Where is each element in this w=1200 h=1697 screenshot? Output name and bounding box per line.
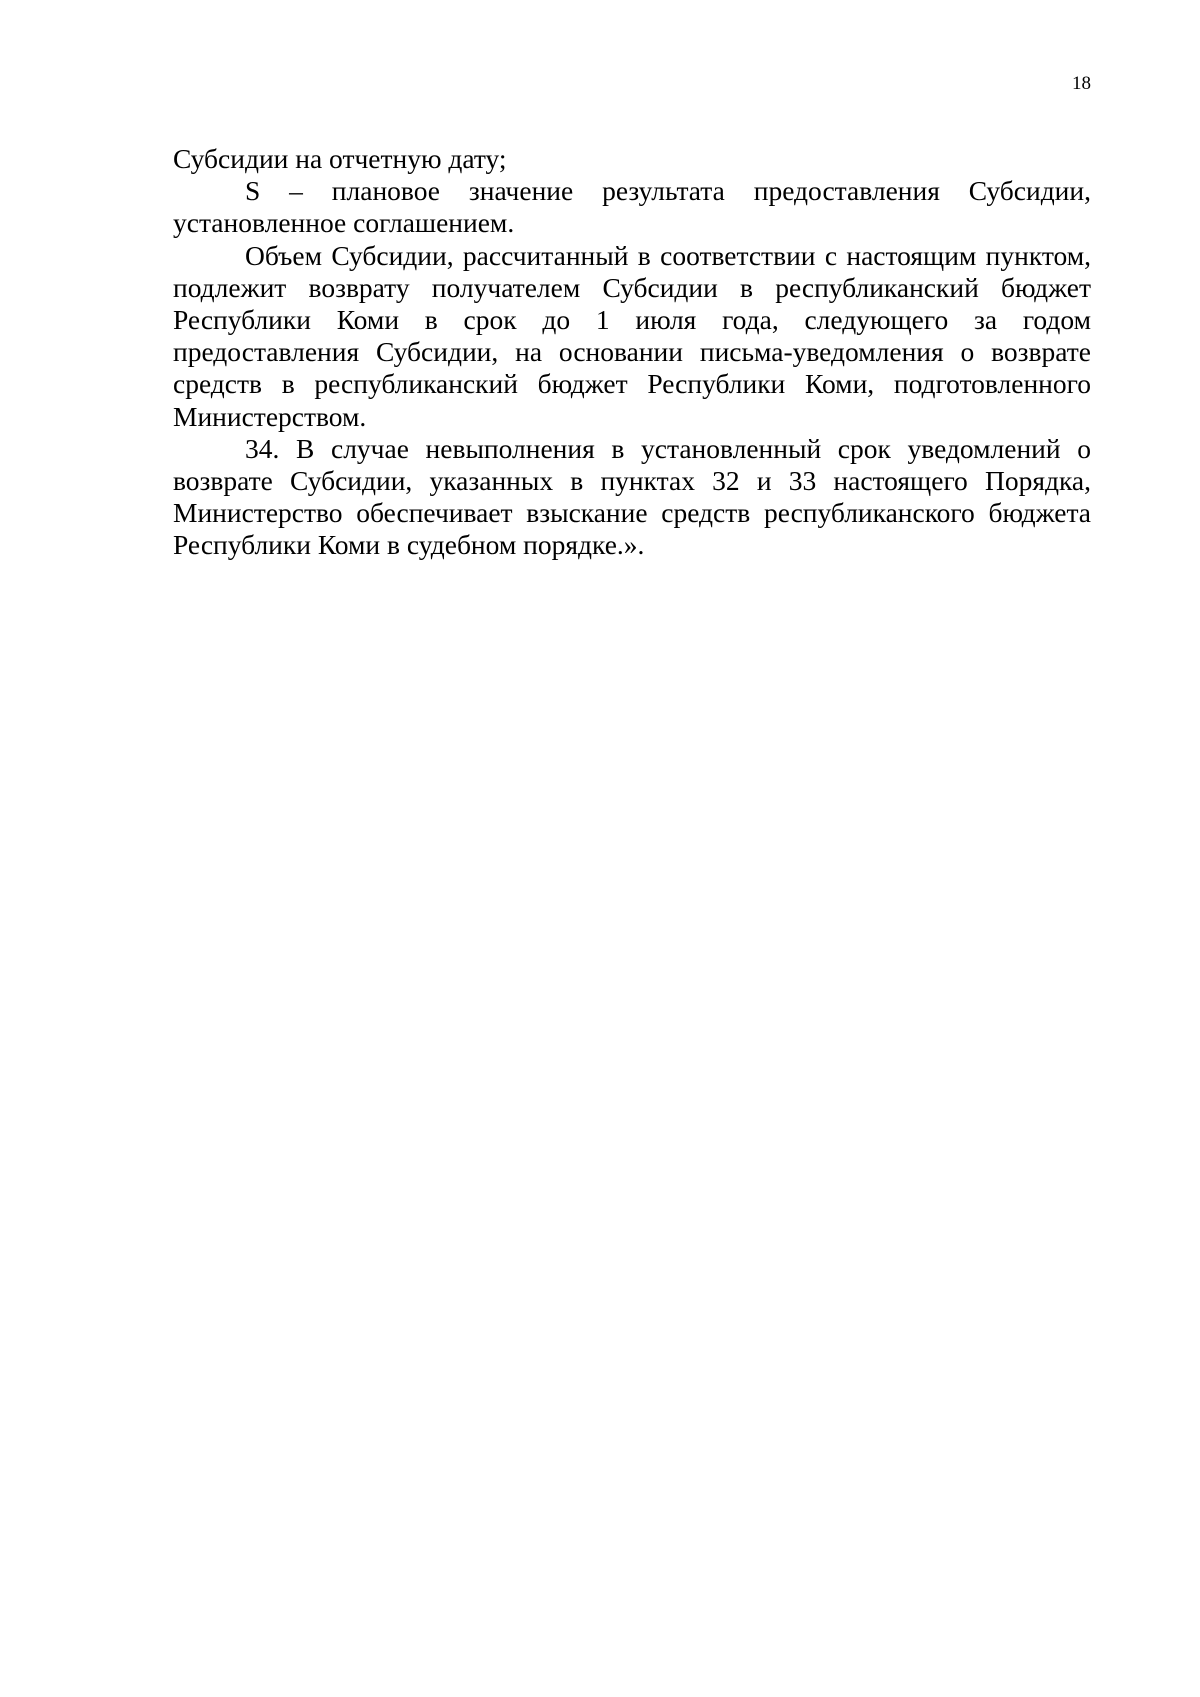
paragraph-clause-34: 34. В случае невыполнения в установленный срок уведомлений о возврате Субсидии, указанных в пунктах 32 и 33 настоящего Порядка, Министерство обеспечивает взыскание средств республиканского бюджета Республики Коми в судебном порядке.». <box>173 432 1091 561</box>
paragraph-s-definition: S – плановое значение результата предоставления Субсидии, установленное соглашением. <box>173 175 1091 239</box>
paragraph-continuation: Субсидии на отчетную дату; <box>173 143 507 174</box>
document-body <box>173 143 1091 562</box>
page-number: 18 <box>1072 73 1091 94</box>
paragraph-subsidy-return: Объем Субсидии, рассчитанный в соответствии с настоящим пунктом, подлежит возврату получателем Субсидии в республиканский бюджет Республики Коми в срок до 1 июля года, следующего за годом предоставления Субсидии, на основании письма-уведомления о возврате средств в республиканский бюджет Республики Коми, подготовленного Министерством. <box>173 239 1091 432</box>
